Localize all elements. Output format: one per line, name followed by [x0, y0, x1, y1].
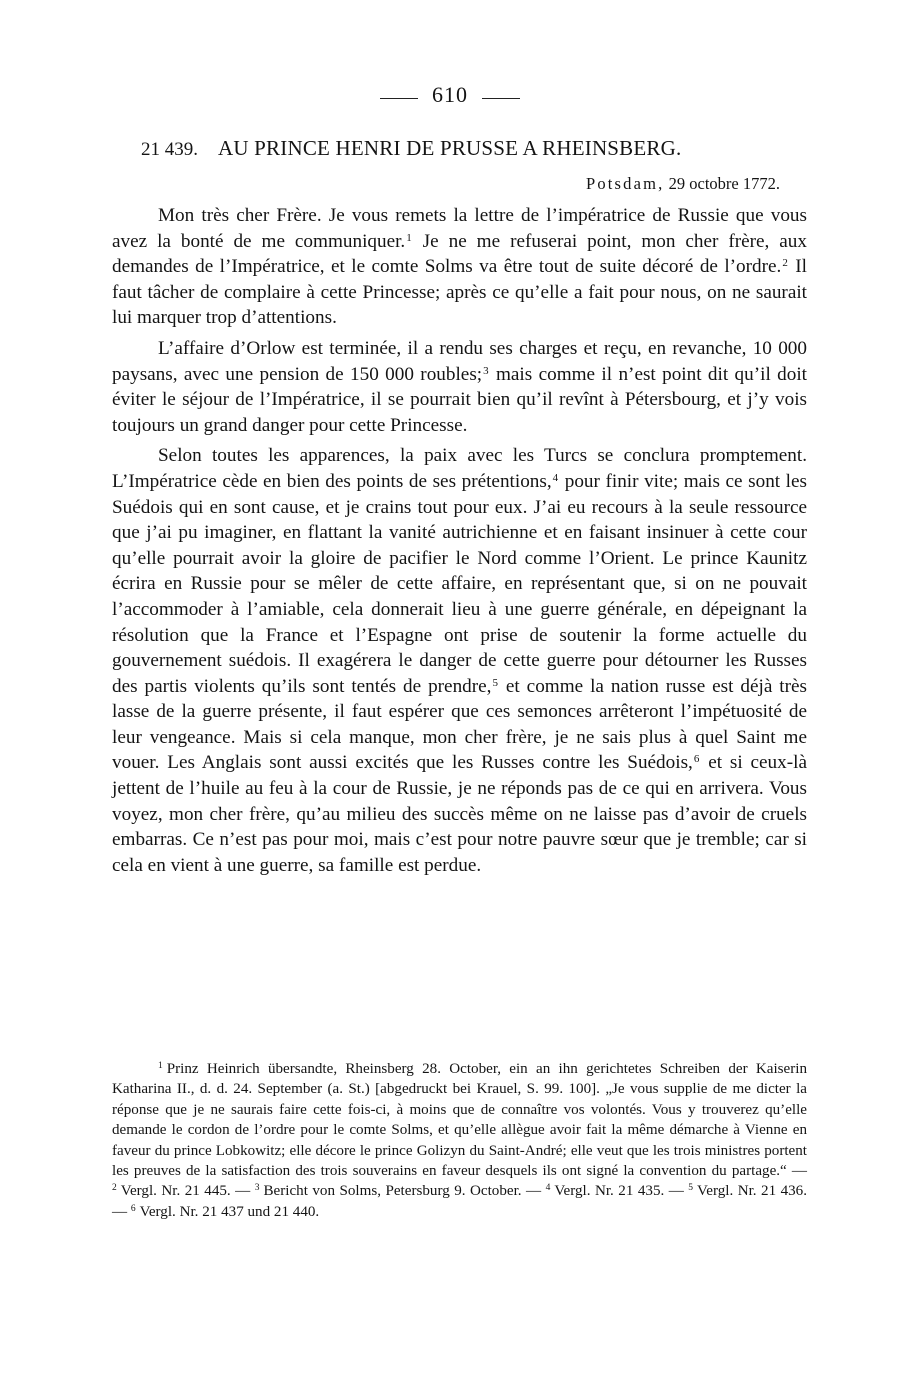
- footnote-marker: 5: [688, 1183, 694, 1194]
- letter-heading: [141, 136, 781, 161]
- text-run: Mon très cher Frère. Je vous remets la lettre de l’impératrice de Russie que vous avez la bonté de me communiquer.: [112, 205, 807, 252]
- text-run: et si ceux-là jettent de l’huile au feu à la cour de Russie, je ne réponds pas de ce qui en arrivera. Vous voyez, mon cher frère, qu’au milieu des succès même on ne laisse pas d’avoir de cruels embarras. Ce n’est pas pour moi, mais c’est pour notre pauvre sœur que je tremble; car si cela en vient à une guerre, sa famille est perdue.: [112, 752, 807, 876]
- text-run: Prinz Heinrich übersandte, Rheinsberg 28. October, ein an ihn gerichtetes Schreiben der Kaiserin Katharina II., d. d. 24. September (a. St.) [abgedruckt bei Krauel, S. 99. 100]. „Je vous supplie de me dicter la réponse que je ne saurais faire cette fois-ci, à moins que de connaître vos volontés. Vous y trouverez qu’elle demande le cordon de l’ordre pour le comte Solms, et qu’elle allègue avoir fait la même démarche à Vienne en faveur du prince Lobkowitz; elle décore le prince Golizyn du Saint-André; elle veut que les trois ministres portent les preuves de la satisfaction des trois souverains en faveur desquels ils ont signé la convention du partage.“ —: [112, 1061, 807, 1180]
- footnotes: [112, 1059, 807, 1222]
- text-run: Selon toutes les apparences, la paix avec les Turcs se conclura promptement. L’Impératrice cède en bien des points de ses prétentions,: [112, 445, 807, 492]
- body-paragraph: [112, 336, 807, 438]
- body-paragraph: [112, 443, 807, 878]
- page-number-left-rule: [380, 98, 418, 99]
- text-run: mais comme il n’est point dit qu’il doit éviter le séjour de l’Impératrice, il se pourrait bien qu’il revînt à Pétersbourg, et j’y vois toujours un grand danger pour cette Princesse.: [112, 363, 807, 436]
- text-run: L’affaire d’Orlow est terminée, il a rendu ses charges et reçu, en revanche, 10 000 paysans, avec une pension de 150 000 roubles;: [112, 337, 807, 385]
- text-run: Il faut tâcher de complaire à cette Princesse; après ce qu’elle a fait pour nous, on ne saurait lui marquer trop d’attentions.: [112, 256, 807, 329]
- footnote-marker: 2: [112, 1183, 117, 1194]
- footnote-reference: 3: [483, 364, 489, 377]
- letter-date: 29 octobre 1772.: [668, 174, 780, 193]
- text-run: Bericht von Solms, Petersburg 9. October. —: [263, 1183, 546, 1200]
- body-paragraph: [112, 203, 807, 331]
- letter-dateline: [586, 174, 780, 194]
- letter-body: [112, 203, 807, 883]
- footnote-reference: 6: [693, 753, 700, 766]
- letter-place: Potsdam,: [585, 174, 665, 193]
- footnote-paragraph: [112, 1059, 807, 1222]
- footnote-marker: 3: [254, 1183, 260, 1194]
- footnote-reference: 5: [492, 676, 498, 689]
- text-run: pour finir vite; mais ce sont les Suédois qui en sont cause, et je crains tout pour eux. J’ai eu recours à la seule ressource que j’ai pu imaginer, en flattant la vanité autrichienne et en faisant insinuer à cette cour qu’elle pourrait avoir la gloire de pacifier le Nord comme l’Orient. Le prince Kaunitz écrira en Russie pour se mêler de cette affaire, en représentant que, si on ne pouvait l’accommoder à l’amiable, cela donnerait lieu à une guerre générale, en dépeignant la résolution que la France et l’Espagne ont prise de soutenir la forme actuelle du gouvernement suédois. Il exagérera le danger de cette guerre pour détourner les Russes des partis violents qu’ils sont tentés de prendre,: [112, 470, 807, 697]
- letter-number: 21 439.: [141, 139, 198, 160]
- page-number-text: 610: [432, 82, 468, 107]
- footnote-marker: 1: [158, 1061, 163, 1071]
- footnote-reference: 1: [406, 231, 412, 244]
- footnote-marker: 6: [130, 1203, 136, 1214]
- footnote-marker: 4: [545, 1183, 551, 1194]
- text-run: Vergl. Nr. 21 435. —: [554, 1183, 689, 1200]
- text-run: Vergl. Nr. 21 437 und 21 440.: [139, 1203, 320, 1220]
- footnote-reference: 2: [782, 257, 788, 270]
- page-number-right-rule: [482, 98, 520, 99]
- text-run: et comme la nation russe est déjà très lasse de la guerre présente, il faut espérer que ces semonces arrêteront l’impétuosité de leur vengeance. Mais si cela manque, mon cher frère, je ne sais plus à quel Saint me vouer. Les Anglais sont aussi excités que les Russes contre les Suédois,: [112, 675, 807, 774]
- letter-title: AU PRINCE HENRI DE PRUSSE A RHEINSBERG.: [218, 136, 682, 160]
- text-run: Vergl. Nr. 21 445. —: [120, 1183, 255, 1200]
- page-number: [0, 82, 900, 108]
- footnote-reference: 4: [552, 471, 559, 484]
- text-run: Je ne me refuserai point, mon cher frère, aux demandes de l’Impératrice, et le comte Solms va être tout de suite décoré de l’ordre.: [112, 230, 807, 278]
- text-run: Vergl. Nr. 21 436. —: [112, 1183, 808, 1220]
